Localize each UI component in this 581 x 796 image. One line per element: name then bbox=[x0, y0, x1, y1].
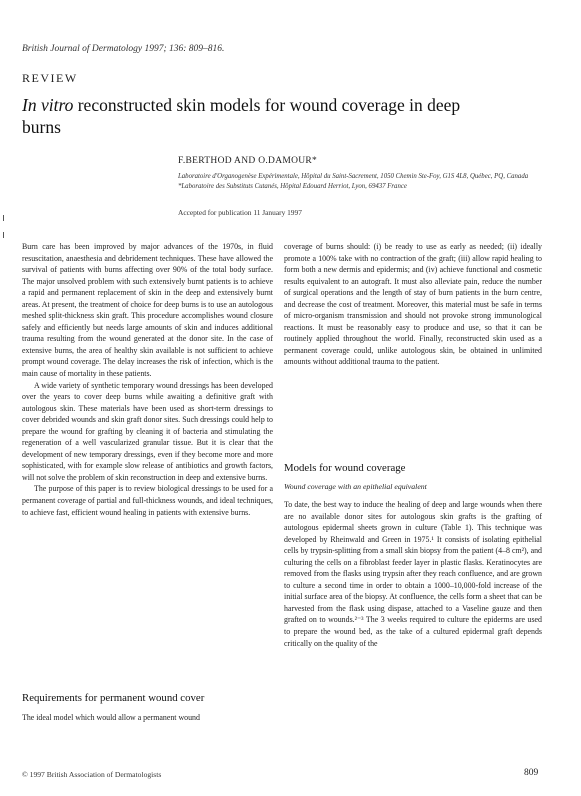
title-rest: reconstructed skin models for wound coverage in deep burns bbox=[22, 95, 461, 137]
section-label: REVIEW bbox=[22, 71, 78, 85]
right-column-bottom bbox=[284, 499, 542, 649]
margin-mark bbox=[3, 232, 4, 238]
page-number: 809 bbox=[524, 768, 539, 778]
margin-mark bbox=[3, 215, 4, 221]
paragraph: To date, the best way to induce the healing of deep and large wounds when there are no available donor sites for autologous skin grafts is the grafting of autologous epidermal sheets grown in culture (Table 1). This technique was developed by Rheinwald and Green in 1975.¹ It consists of isolating epithelial cells by trypsin-splitting from a small skin biopsy from the patient (4–8 cm²), and culturing the cells on a fibroblast feeder layer in plastic flasks. Keratinocytes are removed from the flasks using trypsin after they reach confluence, and are grown to culture a second time in order to obtain a 1000–10,000-fold increase of the initial surface area of the biopsy. At confluence, the cells form a sheet that can be harvested from the flask using dispase, attached to a Vaseline gauze and then grafted on to wounds.²⁻³ The 3 weeks required to culture the epiderms are used to prepare the wound bed, as the take of a cultured epidermal graft depends critically on the quality of the bbox=[284, 500, 542, 648]
section-heading: Models for wound coverage bbox=[284, 462, 406, 474]
affiliation-2: *Laboratoire des Substituts Cutanés, Hôpital Edouard Herriot, Lyon, 69437 France bbox=[178, 182, 407, 190]
paragraph: Burn care has been improved by major advances of the 1970s, in fluid resuscitation, anaesthesia and debridement techniques. These have allowed the survival of patients with burns affecting over 90% of the total body surface. The major unsolved problem with such extensively burnt patients is to achieve a rapid and permanent replacement of skin in the deep and extensively burnt areas. At present, the treatment of choice for deep burns is to use an autologous meshed split-thickness skin graft. This procedure accomplishes wound closure safely and efficiently but needs large amounts of skin and induces additional trauma resulting from the wound generated at the donor site. In the case of extensive burns, the area of healthy skin available is not sufficient to achieve prompt wound coverage. The delay increases the risk of infection, which is the main cause of mortality in these patients. bbox=[22, 242, 273, 379]
paragraph: The ideal model which would allow a permanent wound bbox=[22, 713, 200, 722]
accepted-date: Accepted for publication 11 January 1997 bbox=[178, 208, 302, 217]
copyright: © 1997 British Association of Dermatologists bbox=[22, 770, 162, 779]
affiliations bbox=[178, 172, 550, 191]
affiliation-1: Laboratoire d'Organogenèse Expérimentale, Hôpital du Saint-Sacrement, 1050 Chemin Ste-Foy, G1S 4L8, Québec, PQ, Canada bbox=[178, 173, 529, 180]
title-italic: In vitro bbox=[22, 95, 74, 115]
right-column-top bbox=[284, 241, 542, 368]
left-column bbox=[22, 241, 273, 518]
authors: F.BERTHOD AND O.DAMOUR* bbox=[178, 156, 318, 166]
journal-citation: British Journal of Dermatology 1997; 136: 809–816. bbox=[22, 44, 225, 54]
paragraph: The purpose of this paper is to review biological dressings to be used for a permanent coverage of partial and full-thickness wounds, and ideal techniques, to achieve fast, efficient wound healing in patients with extensive burns. bbox=[22, 484, 273, 517]
paragraph: A wide variety of synthetic temporary wound dressings has been developed over the years to cover deep burns while awaiting a definitive graft with autologous skin. These materials have been used as short-term dressings to cover debrided wounds and skin graft donor sites. Such dressings could help to prepare the wound for grafting by cleaning it of bacteria and stimulating the regeneration of a well vascularized granular tissue. But it is clear that the development of new temporary dressings, even if they become more and more sophisticated, with for example slow release of antibiotics and growth factors, will not solve the problem of skin reconstruction in deep and extensive burns. bbox=[22, 380, 273, 482]
section-heading: Requirements for permanent wound cover bbox=[22, 692, 205, 704]
paragraph: coverage of burns should: (i) be ready to use as early as needed; (ii) ideally promote a 100% take with no contraction of the graft; (iii) allow rapid healing to form both a new dermis and epidermis; and (iv) achieve functional and cosmetic results equivalent to an autograft. It must also alleviate pain, reduce the number of surgical operations and the length of stay of burn patients in the burn centre, and decrease the cost of treatment. Moreover, this material must be safe in terms of micro-organism transmission and should not provoke strong immunological reactions. It must be reasonably easy to produce and use, so that it can be routinely applied throughout the world. Finally, reconstructed skin used as a permanent coverage could, unlike autologous skin, be obtained in unlimited amounts without additional trauma to the patient. bbox=[284, 242, 542, 367]
article-title bbox=[22, 94, 492, 138]
subsection-heading: Wound coverage with an epithelial equivalent bbox=[284, 482, 427, 491]
